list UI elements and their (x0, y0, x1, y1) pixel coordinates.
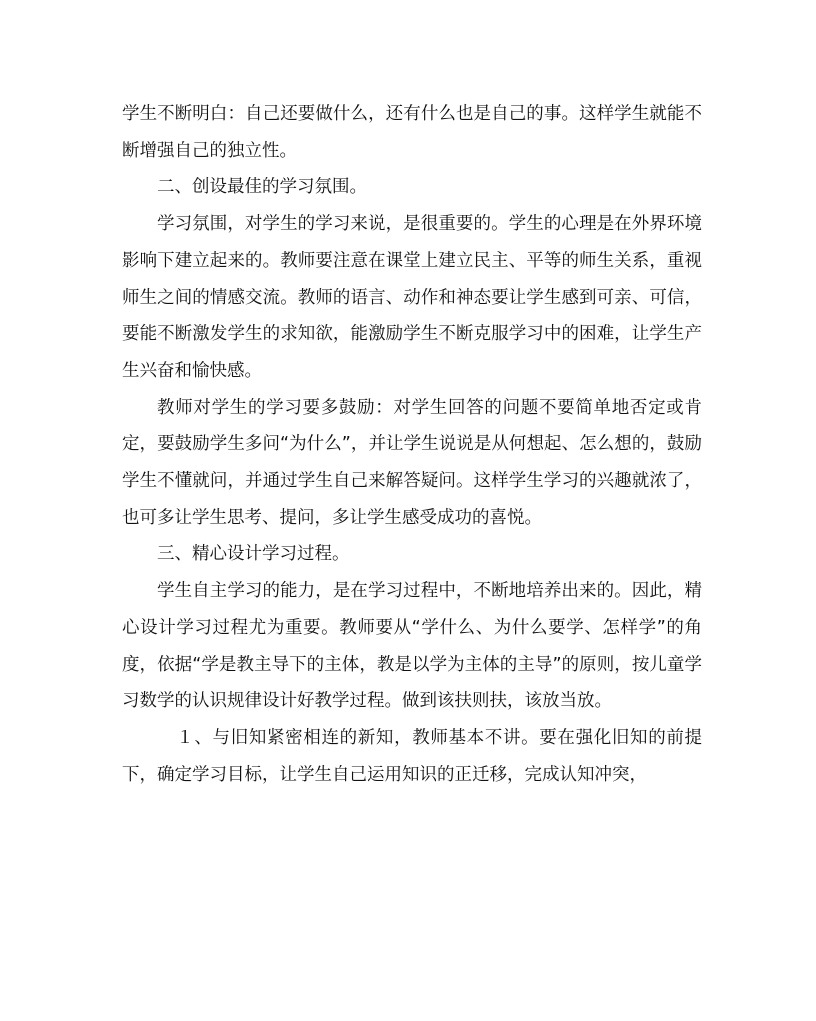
paragraph-continuation: 学生不断明白：自己还要做什么，还有什么也是自己的事。这样学生就能不断增强自己的独立性。 (122, 104, 702, 161)
paragraph-atmosphere: 学习氛围，对学生的学习来说，是很重要的。学生的心理是在外界环境影响下建立起来的。教师要注意在课堂上建立民主、平等的师生关系，重视师生之间的情感交流。教师的语言、动作和神态要让学生感到可亲、可信，要能不断激发学生的求知欲，能激励学生不断克服学习中的困难，让学生产生兴奋和愉快感。 (122, 214, 702, 381)
paragraph-encouragement: 教师对学生的学习要多鼓励：对学生回答的问题不要简单地否定或肯定，要鼓励学生多问“为什么”，并让学生说说是从何想起、怎么想的，鼓励学生不懂就问，并通过学生自己来解答疑问。这样学生学习的兴趣就浓了，也可多让学生思考、提问，多让学生感受成功的喜悦。 (122, 397, 702, 528)
section-heading-3: 三、精心设计学习过程。 (157, 544, 350, 565)
section-heading-2: 二、创设最佳的学习氛围。 (157, 177, 367, 198)
paragraph-process-design: 学生自主学习的能力，是在学习过程中，不断地培养出来的。因此，精心设计学习过程尤为重要。教师要从“学什么、为什么要学、怎样学”的角度，依据“学是教主导下的主体，教是以学为主体的主导”的原则，按儿童学习数学的认识规律设计好教学过程。做到该扶则扶，该放当放。 (122, 581, 702, 712)
document-body (122, 96, 702, 793)
list-item-1: １、与旧知紧密相连的新知，教师基本不讲。要在强化旧知的前提下，确定学习目标，让学生自己运用知识的正迁移，完成认知冲突， (122, 727, 702, 785)
